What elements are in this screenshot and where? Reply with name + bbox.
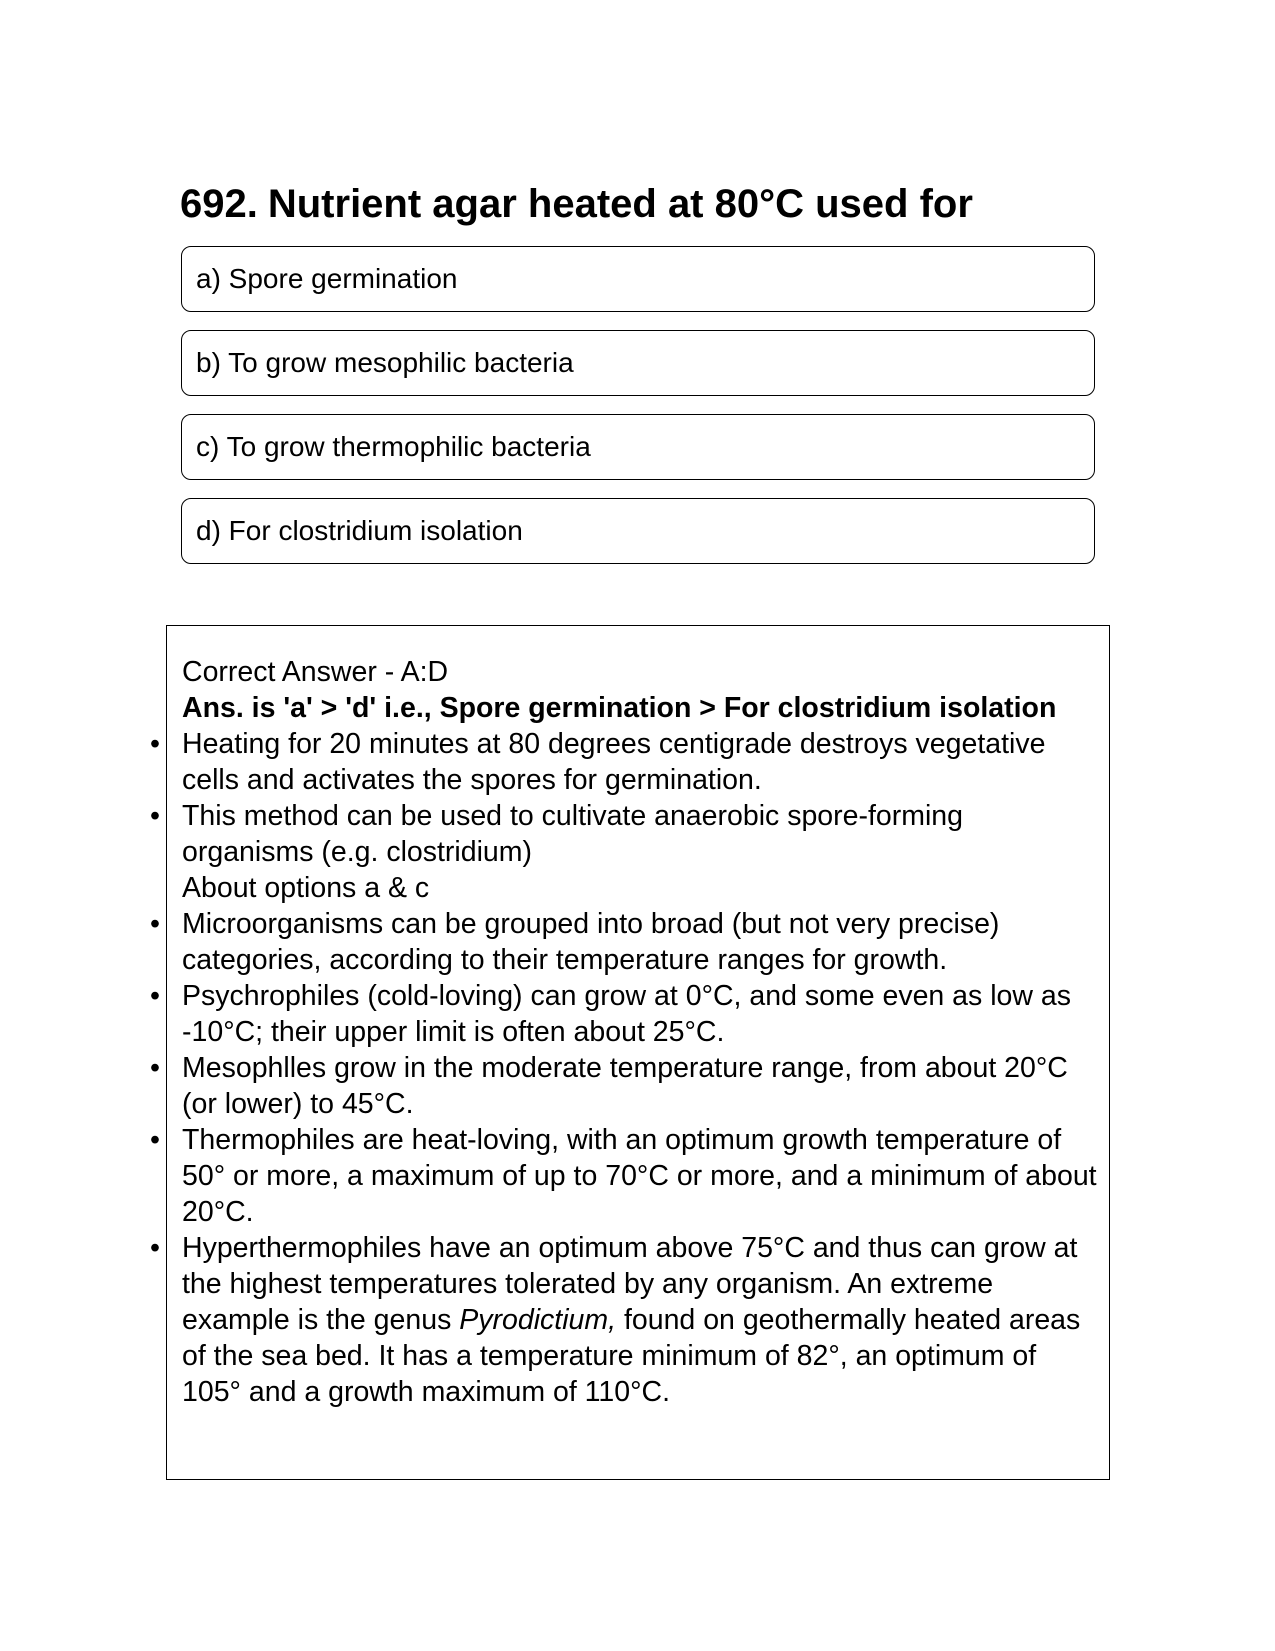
option-b[interactable]: b) To grow mesophilic bacteria: [181, 330, 1095, 396]
list-item: • This method can be used to cultivate anaerobic spore-forming organisms (e.g. clostridium): [182, 798, 1102, 870]
list-item: • Heating for 20 minutes at 80 degrees centigrade destroys vegetative cells and activates the spores for germination.: [182, 726, 1102, 798]
list-item: • Psychrophiles (cold-loving) can grow at 0°C, and some even as low as -10°C; their upper limit is often about 25°C.: [182, 978, 1102, 1050]
list-item: • Thermophiles are heat-loving, with an optimum growth temperature of 50° or more, a maximum of up to 70°C or more, and a minimum of about 20°C.: [182, 1122, 1102, 1230]
question-number: 692.: [180, 182, 258, 226]
list-item: • Microorganisms can be grouped into broad (but not very precise) categories, according to their temperature ranges for growth.: [182, 906, 1102, 978]
option-d[interactable]: d) For clostridium isolation: [181, 498, 1095, 564]
list-item-text: Hyperthermophiles have an optimum above 75°C and thus can grow at the highest temperatures tolerated by any organism. An extreme example is the genus: [182, 1232, 1078, 1336]
list-item: • Mesophlles grow in the moderate temperature range, from about 20°C (or lower) to 45°C.: [182, 1050, 1102, 1122]
answer-heading: Ans. is 'a' > 'd' i.e., Spore germination > For clostridium isolation: [182, 692, 1057, 724]
correct-answer: Correct Answer - A:D: [182, 656, 449, 688]
question-text: Nutrient agar heated at 80°C used for: [267, 182, 973, 226]
genus-name: Pyrodictium,: [459, 1304, 617, 1336]
option-a[interactable]: a) Spore germination: [181, 246, 1095, 312]
list-item-text: found on geothermally heated areas of the sea bed. It has a temperature minimum of 82°, an optimum of 105° and a growth maximum of 110°C.: [182, 1304, 1081, 1408]
answer-explanation: [182, 654, 1102, 1410]
options-subheading: About options a & c: [182, 872, 430, 904]
list-item: [182, 1230, 1102, 1410]
option-c[interactable]: c) To grow thermophilic bacteria: [181, 414, 1095, 480]
question-title: [180, 176, 973, 232]
